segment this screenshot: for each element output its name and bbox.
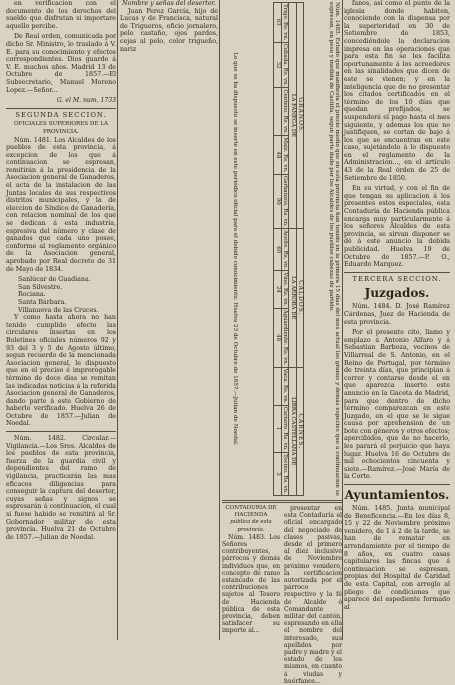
divider (344, 484, 450, 485)
clases-pasivas-text: fanos, así como el punto de la iglesia donde habiten, conociendo con la dispensa por la superioridad en 30 de Setiembre de 1853, concediéndole la declaracion impresa en las operaciones que para esta fin se les facilita oportunamente á los acreedores en las sinalidades que dicen de este se vienen; y en la inteligencia que de no presentar los citados certificados en el término de los 10 días que quedan prefijados, se suspenderá el pago hasta el mes siguiente, y ademas los que no justifiquen, se cortan de bajo á los que se encuentran en este caso, sujetándolo á lo dispuesto en el reglamento de la Administracion..., en el artículo 43 de la Real órden de 25 de Setiembre de 1850. (344, 0, 450, 182)
town-item: San Silvestre. (18, 283, 63, 291)
ayuntamientos-title: Ayuntamientos. (344, 488, 450, 503)
group-granos: GRANOS. (296, 3, 303, 229)
unit-arroba: LA ARROBA DE (289, 229, 296, 368)
price-cell: 63 (274, 3, 281, 43)
group-carnes: CARNES. (296, 367, 303, 495)
notice-1484-body: Por el presente cito, llamo y emplazo á Antonio Alfaro y á Sebastian Barboza, vecinos de Villarreal de S. Antonio, en el Reino de Portugal, por término de treinta días, que principian á correr y contarse desde el en que aparezca inserto este anuncio en la Gaceta de Madrid, para que dentro de dicho término comparezcan en este Juzgado, en el que se le sigue causa por aprehension de un bote con géneros y otros efectos; apercibidos, que de no hacerlo, les parará el perjuicio que haya lugar. Huelva 16 de Octubre de mil ochocientos cincuenta y siete.—Ramírez.—José María de la Corte. (344, 329, 450, 481)
unit-libra: LIBRA CASTELLANA DE (289, 367, 296, 495)
column-2 (120, 0, 218, 640)
divider (222, 500, 342, 503)
section-heading: TERCERA SECCION. (352, 274, 442, 283)
juzgados-title: Juzgados. (364, 286, 430, 301)
column-rule (117, 0, 118, 640)
contaduria-left (222, 505, 280, 645)
notice-1481: Núm. 1481. Los Alcaldes de los pueblos de esta provincia, á excepcion de los que á continuacion se espresan, remitirán á la presidencia de la Asociacion general de Ganaderos, el acta de la instalacion de las Juntas locales de sus respectivos distritos municipales, y la de eleccion de Síndico de Ganadería, con relacion nominal de los que se dedican á esta industria, espresiva del número y clase de ganados que cada uno posee, conforme al reglamento orgánico de la Asociacion general, aprobado por Real decreto de 31 de Mayo de 1834. (6, 136, 116, 273)
town-item: Santa Bárbara. (18, 298, 67, 306)
column-header: Vaca. Rs. vn. (282, 368, 289, 404)
column-header: Aceite. Rs. vn. (282, 230, 289, 270)
price-cell: 3 (274, 452, 281, 495)
column-3 (344, 0, 450, 640)
column-header: Tocino. Rs. vn. (282, 454, 289, 494)
price-cell: 48 (274, 308, 281, 367)
price-cell: 60 (274, 229, 281, 271)
top-signature: G. el M. num. 1733 (56, 97, 116, 105)
section-heading: SEGUNDA SECCION. (15, 110, 107, 119)
notice-1483-part2: presentar en esta Contaduría el oficial encargado del negociado de clases pasivas, desde el primero al diez inclusive de Noviembre próximo venidero, la certificacion autorizada por el párroco respectivo y la fé de Alcalde ó Comandante militar del cantón, espresando en ella el nombre del interesado, sus apellidos por padre y madre y el estado de los mismos, en cuanto á viudas y huérfanos... (284, 505, 342, 685)
notice-1481-continued: Y como hasta ahora no han tenido cumplido efecto las circulares insertas en los Boletines oficiales números 92 y 93 del 3 y 5 de Agosto último, segun recuerdo de la mencionada Asociacion general, le dispuesto que en el preciso é improrogable término de doce dias se remitan las indicadas noticias á la referida Asociacion general de Ganaderos, dando parte á este Gobierno de haberlo verificado. Huelva 26 de Octubre de 1857.—Julian de Noedal. (6, 314, 116, 428)
column-header: Garbanzos. Rs. vn. (282, 175, 289, 227)
group-caldos: CALDOS. (296, 229, 303, 368)
column-header: Carnero. Rs. vn. (282, 406, 289, 451)
column-header: Vino. Rs. vn. (282, 272, 289, 307)
column-header: Centeno. Rs. vn. (282, 89, 289, 135)
price-cell: 24 (274, 271, 281, 308)
price-table (273, 2, 304, 496)
price-cell: 1 (274, 405, 281, 452)
contaduria-heading: CONTADURIA DE HACIENDA (225, 505, 277, 519)
price-table-rotated (222, 0, 342, 500)
clases-pasivas-text-2: En su virtud, y con el fin de que tengan su aplicacion á los presentes estos especiales, esta Contaduría de Hacienda pública encarga muy particularmente á los señores Alcaldes de esta provincia, se sirvan disponer se dé á este anuncio la debida publicidad. Huelva 19 de Octubre de 1857.—P. O., Eduardo Marquez. (344, 185, 450, 269)
price-cell: 48 (274, 136, 281, 174)
column-header: Trigo. Rs. vn. (282, 4, 289, 41)
town-list (6, 276, 116, 314)
column-1 (6, 0, 116, 640)
price-table-footer: Lo que se ha dispuesto se inserte en este periódico oficial para el debido conocimiento. Huelva 23 de Octubre de 1857.—Julian de Noedal. (232, 52, 238, 446)
notice-1484-header: Núm. 1484. D. José Ramírez Cárdenas, Juez de Hacienda de esta provincia. (344, 303, 450, 326)
notice-1483-part1: Núm. 1483. Los Señores contribuyentes, párrocos y demás individuos que, en concepto de ramo estancado de las contribuciones sujetos al Tesoro de Hacienda pública de esta provincia, deben satisfacer su importe al... (222, 533, 280, 635)
column-rule (342, 0, 343, 640)
town-item: Villanueva de las Cruces. (18, 306, 99, 314)
price-cell (274, 88, 281, 136)
section-subheading: OFICIALES SUPERIORES DE LA PROVINCIA. (13, 121, 109, 135)
desertor-heading: Nombre y señas del desertor. (122, 0, 216, 7)
town-item: Sanlúcar de Guadiana. (18, 276, 91, 284)
top-notice: en verificacion con el documento de los derechos del sueldo que disfrutan si importare aquello percibe. (6, 0, 116, 30)
unit-fanega: LA FANEGA DE (289, 3, 296, 229)
desertor-description: Juan Perez García, hijo de Lucas y de Francisca, natural de Trigueros, oficio jornalero, pelo castaño, ojos pardos, cejas al pelo, color trigueño, nariz (120, 7, 218, 53)
contaduria-right (284, 505, 342, 685)
divider (6, 431, 116, 432)
contaduria-notice (222, 500, 342, 685)
column-rule (219, 0, 220, 640)
price-table-intro: Núm. 1483. Estado que manifiesta el precio medio que en esta provincia han tenido en la primera 15 días del mes actual los granos y demás especies que á continuacion se espresan, en peso y medida de Castilla, segun parte dado por los Alcaldes de los pueblos cabezas de partido. (327, 2, 340, 496)
price-table-region (222, 0, 342, 500)
notice-1482: Núm. 1482. Circular.—Vigilancia.—Los Sres. Alcaldes de los pueblos de esta provincia, fuerza de la guardia civil y dependientes del ramo de vigilancia, practicarán las mas eficaces diligencias para conseguir la captura del desertor, cuyas señas y signos se espresarán á continuacion, el cual si fuese habido se remitirá al Sr. Gobernador militar de esta provincia. Huelva 21 de Octubre de 1857.—Julian de Noedal. (6, 435, 116, 541)
divider (6, 108, 116, 109)
town-item: Rociana. (18, 291, 46, 299)
price-cell (274, 367, 281, 405)
notice-1485: Núm. 1485. Junta municipal de Beneficencia.—En los días 8, 15 y 22 de Noviembre próximo venidero, de 1 á 2 de la tarde, se han de rematar en arrendamiento por el tiempo de 8 años, en cuatro casas capitulares las fincas que á continuacion se espresan, propias del Hospital de Caridad de esta Capital, con arreglo al pliego de condiciones que aparece del espediente formado al (344, 505, 450, 611)
price-cell: 90 (274, 174, 281, 228)
column-header: Aguardiente. Rs. vn. (282, 309, 289, 366)
price-cell: 32 (274, 42, 281, 88)
top-notice-2: De Real orden, comunicada por dicho Sr. Ministro, lo traslado á V. E. para su conocimiento y efectos correspondientes. Dios guarde á V. E. muchos años. Madrid 13 de Octubre de 1857.—El Subsecretario, Manuel Moreno Lopez.—Señor... (6, 33, 116, 94)
column-header: Maíz. Rs. vn. (282, 137, 289, 173)
column-header: Cebada. Rs. vn. (282, 43, 289, 87)
contaduria-subheading: pública de esta provincia. (230, 519, 272, 533)
divider (344, 272, 450, 273)
